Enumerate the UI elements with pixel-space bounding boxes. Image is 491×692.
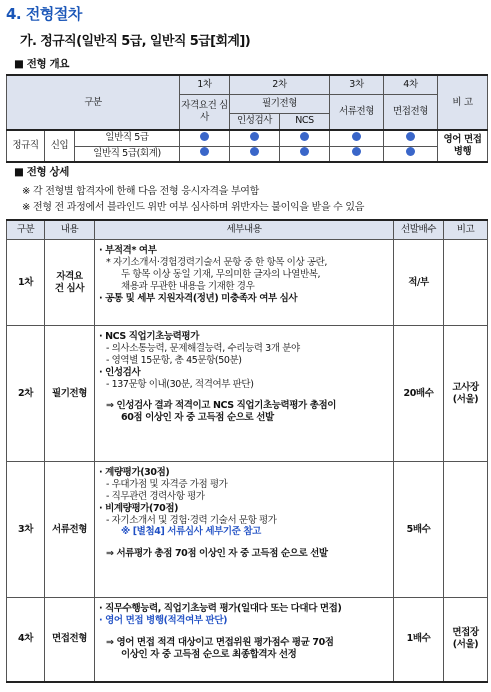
overview-job2: 일반직 5급(회계): [75, 146, 180, 162]
stage-included-dot: [352, 147, 361, 156]
stage2-detail-line: · NCS 직업기초능력평가: [99, 331, 199, 342]
stage3-detail-line: ⇒ 서류평가 총점 70점 이상인 자 중 고득점 순으로 선발: [106, 548, 328, 560]
stage3-ratio: 5배수: [394, 462, 444, 598]
detail-row-stage1: [7, 240, 488, 326]
stage2-detail-line: 60점 이상인 자 중 고득점 순으로 선발: [121, 412, 274, 424]
overview-header-stage1: 1차: [180, 75, 230, 94]
stage3-detail-line: · 비계량평가(70점): [99, 502, 179, 514]
stage1-details: [95, 240, 394, 326]
stage-included-dot: [300, 132, 309, 141]
stage2-detail-line: ⇒ 인성검사 결과 적격이고 NCS 직업기초능력평가 총점이: [106, 400, 337, 412]
stage-included-dot: [406, 132, 415, 141]
stage1-detail-line: · 공통 및 세부 지원자격(정년) 미충족자 여부 심사: [99, 292, 298, 304]
overview-type: 정규직: [7, 130, 45, 162]
stage2-ratio: 20배수: [394, 326, 444, 462]
detail-header-remarks: 비고: [444, 220, 488, 240]
stage1-label: 1차: [7, 240, 45, 326]
stage-included-dot: [200, 147, 209, 156]
stage-included-dot: [200, 132, 209, 141]
page-title: 4. 전형절차: [6, 5, 82, 23]
detail-row-stage4: [7, 598, 488, 682]
stage-included-dot: [300, 147, 309, 156]
detail-table: [6, 219, 488, 683]
stage1-name: 자격요건 심사: [45, 240, 95, 326]
overview-header-remarks: 비 고: [438, 75, 488, 130]
stage2-label: 2차: [7, 326, 45, 462]
stage2-detail-line: · 인성검사: [99, 366, 141, 378]
overview-header-stage2-sub1: 인성검사: [230, 113, 280, 130]
detail-row-stage2: [7, 326, 488, 462]
overview-remark: 영어 면접 병행: [438, 130, 488, 162]
stage1-detail-line: * 자기소개서·경험경력기술서 문항 중 한 항목 이상 공란,: [106, 256, 328, 268]
overview-hire: 신입: [45, 130, 75, 162]
overview-header-stage4-name: 면접전형: [384, 94, 438, 130]
overview-section-title: ■ 전형 개요: [14, 58, 70, 70]
section-subtitle: 가. 정규직(일반직 5급, 일반직 5급[회계]): [20, 34, 251, 49]
stage4-details: [95, 598, 394, 682]
overview-header-category: 구분: [7, 75, 180, 130]
spacer: [99, 627, 389, 637]
stage3-detail-line: - 직무관련 경력사항 평가: [106, 490, 205, 502]
detail-section-title: ■ 전형 상세: [14, 166, 70, 178]
stage1-remark: [444, 240, 488, 326]
overview-header-stage3: 3차: [330, 75, 384, 94]
stage1-detail-line: 두 항목 이상 동일 기재, 무의미한 글자의 나열반복,: [121, 268, 321, 280]
spacer: [99, 538, 389, 548]
stage2-detail-line: - 137문항 이내(30분, 적격여부 판단): [106, 378, 254, 390]
stage-included-dot: [250, 147, 259, 156]
stage3-details: [95, 462, 394, 598]
overview-header-stage2-sub2: NCS: [280, 113, 330, 130]
stage1-ratio: 적/부: [394, 240, 444, 326]
stage-included-dot: [352, 132, 361, 141]
stage2-name: 필기전형: [45, 326, 95, 462]
detail-note-1: ※ 각 전형별 합격자에 한해 다음 전형 응시자격을 부여함: [22, 186, 260, 197]
stage2-detail-line: - 의사소통능력, 문제해결능력, 수리능력 3개 분야: [106, 342, 300, 354]
overview-table: [6, 74, 488, 163]
stage4-detail-line: ⇒ 영어 면접 적격 대상이고 면접위원 평가점수 평균 70점: [106, 636, 334, 648]
stage4-detail-line: · 영어 면접 병행(적격여부 판단): [99, 614, 228, 626]
stage3-detail-line: · 계량평가(30점): [99, 467, 170, 478]
stage1-detail-line: · 부적격* 여부: [99, 245, 157, 256]
overview-row-1: [7, 130, 488, 146]
overview-job1: 일반직 5급: [75, 130, 180, 146]
stage2-detail-line: - 영역별 15문항, 총 45문항(50분): [106, 354, 242, 366]
detail-header-content: 내용: [45, 220, 95, 240]
stage3-detail-line: ※ [별첨4] 서류심사 세부기준 참고: [121, 526, 261, 538]
stage1-detail-line: 채용과 무관한 내용을 기재한 경우: [121, 280, 255, 292]
stage4-label: 4차: [7, 598, 45, 682]
detail-header-category: 구분: [7, 220, 45, 240]
detail-row-stage3: [7, 462, 488, 598]
overview-header-stage4: 4차: [384, 75, 438, 94]
overview-header-row: [7, 75, 488, 94]
stage3-name: 서류전형: [45, 462, 95, 598]
stage2-remark: 고사장 (서울): [444, 326, 488, 462]
detail-note-2: ※ 전형 전 과정에서 블라인드 위반 여부 심사하며 위반자는 불이익을 받을 수 있음: [22, 202, 365, 213]
overview-row-2: [7, 146, 488, 162]
stage-included-dot: [406, 147, 415, 156]
stage3-detail-line: - 우대가점 및 자격증 가점 평가: [106, 478, 228, 490]
stage3-label: 3차: [7, 462, 45, 598]
overview-header-stage3-name: 서류전형: [330, 94, 384, 130]
stage3-detail-line: - 자기소개서 및 경험·경력 기술서 문항 평가: [106, 514, 277, 526]
overview-header-stage1-name: 자격요건 심사: [180, 94, 230, 130]
stage4-name: 면접전형: [45, 598, 95, 682]
stage4-detail-line: 이상인 자 중 고득점 순으로 최종합격자 선정: [121, 648, 297, 660]
detail-header-ratio: 선발배수: [394, 220, 444, 240]
spacer: [99, 390, 389, 400]
overview-header-stage2-name: 필기전형: [230, 94, 330, 113]
stage-included-dot: [250, 132, 259, 141]
overview-header-stage2: 2차: [230, 75, 330, 94]
stage4-ratio: 1배수: [394, 598, 444, 682]
stage2-details: [95, 326, 394, 462]
stage4-detail-line: · 직무수행능력, 직업기초능력 평가(일대다 또는 다대다 면접): [99, 603, 342, 614]
detail-header-row: [7, 220, 488, 240]
stage3-remark: [444, 462, 488, 598]
stage4-remark: 면접장 (서울): [444, 598, 488, 682]
detail-header-details: 세부내용: [95, 220, 394, 240]
